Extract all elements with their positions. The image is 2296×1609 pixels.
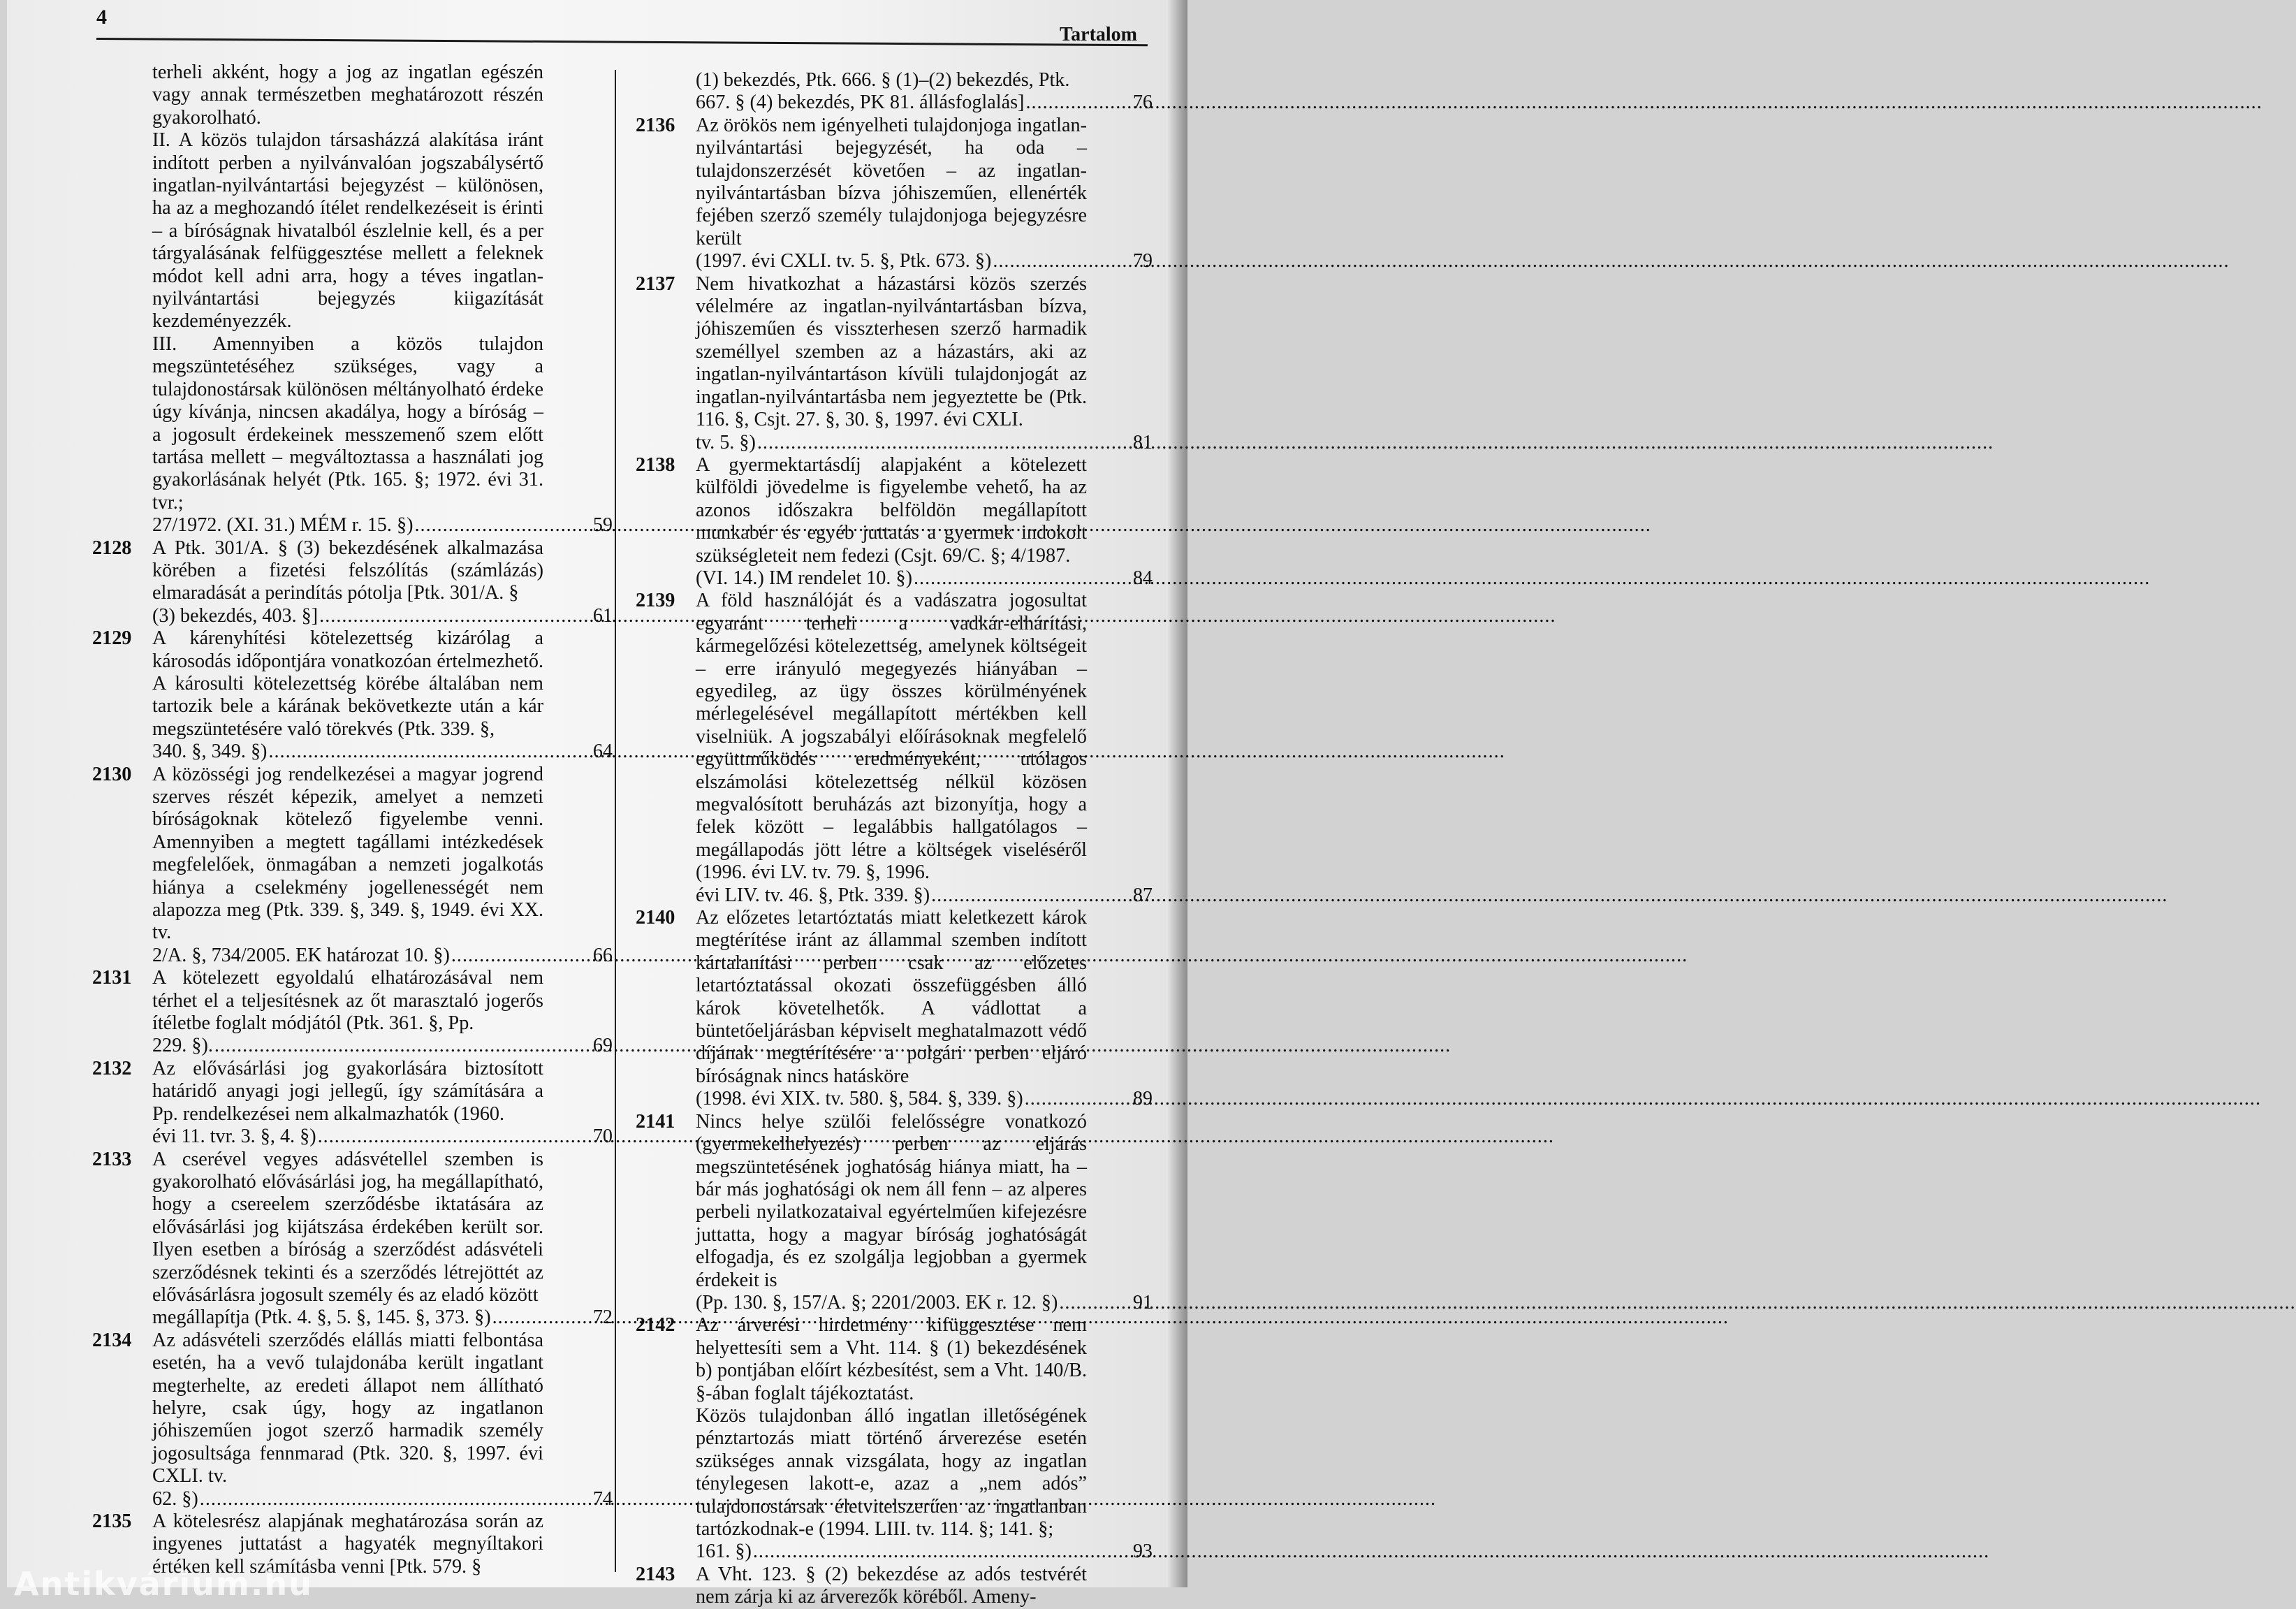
entry-text: (1) bekezdés, Ptk. 666. § (1)–(2) bekezdés, Ptk.	[696, 69, 1070, 91]
dot-leader	[1059, 1292, 2295, 1314]
entry-citation: 2/A. §, 734/2005. EK határozat 10. §)	[152, 944, 450, 966]
entry-number: 2143	[636, 1563, 675, 1585]
entry-text: A Ptk. 301/A. § (3) bekezdésének alkalmazása körében a fizetési felszólítás (számlázás) elmaradását a perindítás pótolja [Ptk. 301/A. §	[152, 537, 543, 604]
entry-page-number: 84	[1132, 567, 1153, 589]
entry-last-line	[696, 567, 1087, 590]
entry-text: A gyermektartásdíj alapjaként a kötelezett külföldi jövedelme is figyelembe vehető, ha az azonos időszakra belföldön megállapított munkabér és egyéb juttatás a gyermek indokolt szükségleteit nem fedezi (Csjt. 69/C. §; 4/1987.	[696, 453, 1087, 567]
entry-last-line	[152, 1488, 543, 1510]
entry-citation: (1997. évi CXLI. tv. 5. §, Ptk. 673. §)	[696, 250, 992, 272]
entry-body	[696, 1314, 1087, 1563]
entry-citation: évi LIV. tv. 46. §, Ptk. 339. §)	[696, 884, 930, 906]
entry-number: 2137	[636, 272, 675, 295]
toc-entry	[636, 1564, 1153, 1609]
toc-entry	[636, 115, 1153, 273]
entry-number: 2129	[92, 627, 132, 650]
header-rule	[96, 38, 1148, 46]
entry-body	[152, 1330, 543, 1510]
entry-last-line	[696, 432, 1087, 454]
entry-text: Nem hivatkozhat a házastársi közös szerzés vélelmére az ingatlan-nyilvántartásban bízva, jóhiszeműen és visszterhesen szerző harmadik személlyel szemben az a házastárs, aki az ingatlan-nyilvántartáson kívüli tulajdonjogát az ingatlan-nyilvántartásba nem jegyeztette be (Ptk. 116. §, Csjt. 27. §, 30. §, 1997. évi CXLI.	[696, 272, 1087, 431]
toc-entry	[636, 1111, 1153, 1315]
toc-entry	[92, 61, 613, 537]
entry-last-line	[152, 605, 543, 627]
entry-number: 2133	[92, 1148, 132, 1170]
toc-entry	[636, 273, 1153, 454]
entry-citation: (VI. 14.) IM rendelet 10. §)	[696, 567, 912, 589]
entry-last-line	[696, 1088, 1087, 1110]
entry-text: A kötelezett egyoldalú elhatározásával nem térhet el a teljesítésnek az őt marasztaló jogerős ítéletbe foglalt módjától (Ptk. 361. §, Pp.	[152, 967, 543, 1035]
toc-entry	[636, 69, 1153, 115]
entry-number: 2135	[92, 1510, 132, 1532]
entry-page-number: 74	[592, 1487, 613, 1510]
entry-text: A közösségi jog rendelkezései a magyar jogrend szerves részét képezik, amelyet a nemzeti bíróságoknak kötelező figyelembe venni. Amennyiben a megtett tagállami intézkedések megfelelőek, önmagában a nemzeti jogalkotás hiánya a cselekmény jogellenességét nem alapozza meg (Ptk. 339. §, 349. §, 1949. évi XX. tv.	[152, 763, 543, 944]
entry-text: A kötelesrész alapjának meghatározása során az ingyenes juttatást a hagyaték megnyíltakori értéken kell számításba venni [Ptk. 579. §	[152, 1510, 543, 1578]
entry-body	[152, 1149, 543, 1330]
entry-citation: megállapítja (Ptk. 4. §, 5. §, 145. §, 373. §)	[152, 1306, 491, 1329]
entry-number: 2139	[636, 590, 675, 612]
entry-last-line	[696, 1541, 1087, 1563]
entry-citation: évi 11. tvr. 3. §, 4. §)	[152, 1126, 316, 1148]
entry-body	[696, 907, 1087, 1111]
toc-entry	[92, 1058, 613, 1149]
entry-text: III. Amennyiben a közös tulajdon megszüntetéséhez szükséges, vagy a tulajdonostársak különösen méltányolható érdeke úgy kívánja, nincsen akadálya, hogy a bíróság – a jogosult érdekeinek messzemenő szem előtt tartása mellett – megváltoztassa a használati jog gyakorlásának helyét (Ptk. 165. §; 1972. évi 31. tvr.;	[152, 333, 543, 514]
entry-text: Az árverési hirdetmény kifüggesztése nem helyettesíti sem a Vht. 114. § (1) bekezdésének b) pontjában előírt kézbesítést, sem a Vht. 140/B. §-ában foglalt tájékoztatást.	[696, 1314, 1087, 1404]
entry-body	[152, 967, 543, 1058]
entry-number: 2138	[636, 453, 675, 476]
dot-leader	[931, 884, 2167, 907]
entry-page-number: 66	[592, 944, 613, 966]
entry-number: 2142	[636, 1314, 675, 1337]
entry-page-number: 79	[1132, 250, 1153, 272]
toc-entry	[92, 1330, 613, 1510]
entry-text: A föld használóját és a vadászatra jogosultat egyaránt terheli a vadkár-elhárítási, kármegelőzési kötelezettség, amelynek költségeit – erre irányuló megegyezés hiányában – egyedileg, az ügy összes körülményének mérlegelésével megállapított mértékben kell viselniük. A jogszabályi előírásoknak megfelelő együttműködés eredményeként, utólagos elszámolási kötelezettség nélkül közösen megvalósított beruházás azt bizonyítja, hogy a felek között – legalábbis hallgatólagos – megállapodás jött létre a költségek viseléséről (1996. évi LV. tv. 79. §, 1996.	[696, 590, 1087, 884]
column-divider	[615, 70, 616, 1572]
toc-entry	[92, 537, 613, 628]
page-number: 4	[96, 6, 107, 29]
entry-text: Az adásvételi szerződés elállás miatti felbontása esetén, ha a vevő tulajdonába került ingatlant megterhelte, az eredeti állapot nem állítható helyre, csak úgy, hogy az ingatlanon jóhiszeműen jogot szerző harmadik személy jogosultsága fennmarad (Ptk. 320. §, 1997. évi CXLI. tv.	[152, 1329, 543, 1487]
entry-citation: tv. 5. §)	[696, 431, 756, 453]
dot-leader	[993, 250, 2229, 272]
entry-number: 2130	[92, 763, 132, 785]
dot-leader	[1025, 92, 2262, 114]
watermark: Antikvárium.hu	[14, 1565, 313, 1603]
book-page	[7, 0, 1187, 1608]
entry-body	[152, 1058, 543, 1149]
entry-page-number: 69	[592, 1035, 613, 1057]
entry-number: 2131	[92, 967, 132, 989]
entry-page-number: 61	[592, 604, 613, 627]
entry-citation: 27/1972. (XI. 31.) MÉM r. 15. §)	[152, 514, 414, 537]
entry-body	[696, 1111, 1087, 1315]
entry-last-line	[152, 1306, 543, 1329]
entry-page-number: 59	[592, 514, 613, 537]
entry-page-number: 72	[592, 1306, 613, 1329]
toc-entry	[92, 627, 613, 763]
entry-page-number: 64	[592, 741, 613, 763]
left-column	[92, 61, 613, 1578]
entry-text: terheli akként, hogy a jog az ingatlan egészén vagy annak természetben meghatározott részén gyakorolható.	[152, 61, 543, 129]
entry-body	[152, 764, 543, 968]
entry-number: 2141	[636, 1110, 675, 1133]
entry-text: II. A közös tulajdon társasházzá alakítása iránt indított perben a nyilvánvalóan jogszabálysértő ingatlan-nyilvántartási bejegyzést – különösen, ha az a meghozandó ítélet rendelkezéseit is érinti – a bíróságnak hivatalból észlelnie kell, és a per tárgyalásának felfüggesztése mellett a feleknek módot kell adni arra, hogy a téves ingatlan-nyilvántartási bejegyzés kiigazítását kezdeményezzék.	[152, 129, 543, 333]
entry-last-line	[696, 250, 1087, 272]
entry-number: 2128	[92, 537, 132, 559]
toc-entry	[636, 1314, 1153, 1563]
entry-citation: 340. §, 349. §)	[152, 741, 268, 763]
entry-body	[696, 1564, 1087, 1609]
entry-page-number: 70	[592, 1126, 613, 1148]
entry-citation: (Pp. 130. §, 157/A. §; 2201/2003. EK r. 12. §)	[696, 1291, 1058, 1313]
entry-text: A Vht. 123. § (2) bekezdése az adós testvérét nem zárja ki az árverezők köréből. Ameny-	[696, 1563, 1087, 1608]
entry-text: Az előzetes letartóztatás miatt keletkezett károk megtérítése iránt az állammal szemben indított kártalanítási perben csak az előzetes letartóztatással okozati összefüggésben álló károk követelhetők. A vádlottat a büntetőeljárásban képviselt meghatalmazott védő díjának megtérítésére a polgári perben eljáró bíróságnak nincs hatásköre	[696, 907, 1087, 1087]
toc-entry	[636, 454, 1153, 590]
entry-page-number: 91	[1132, 1291, 1153, 1313]
entry-body	[696, 69, 1087, 115]
entry-last-line	[152, 741, 543, 763]
toc-entry	[92, 764, 613, 968]
dot-leader	[757, 432, 1994, 454]
entry-body	[152, 537, 543, 628]
entry-text: A kárenyhítési kötelezettség kizárólag a károsodás időpontjára vonatkozóan értelmezhető. A károsulti kötelezettség körébe általában nem tartozik bele a kárának bekövetkezte után a kár megszüntetésére való törekvés (Ptk. 339. §,	[152, 627, 543, 740]
entry-last-line	[152, 945, 543, 967]
entry-body	[696, 590, 1087, 907]
running-head: Tartalom	[1060, 24, 1137, 45]
page-edge-shadow	[1167, 0, 1187, 1587]
entry-number: 2140	[636, 907, 675, 929]
dot-leader	[753, 1541, 1989, 1563]
entry-citation: (3) bekezdés, 403. §]	[152, 604, 319, 627]
entry-text: Az örökös nem igényelheti tulajdonjoga ingatlan-nyilvántartási bejegyzését, ha oda – tulajdonszerzését követően – az ingatlan-nyilvántartásban bízva jóhiszeműen, ellenérték fejében szerző személy tulajdonjoga bejegyzésre került	[696, 114, 1087, 249]
entry-last-line	[696, 1292, 1087, 1314]
entry-page-number: 89	[1132, 1088, 1153, 1110]
dot-leader	[1025, 1088, 2261, 1110]
toc-entry	[636, 590, 1153, 907]
entry-text: Közös tulajdonban álló ingatlan illetőségének pénztartozás miatt történő árverezése esetén szükséges annak vizsgálata, hogy az ingatlan ténylegesen lakott-e, azaz a „nem adós” tulajdonostársak életvitelszerűen az ingatlanban tartózkodnak-e (1994. LIII. tv. 114. §; 141. §;	[696, 1404, 1087, 1540]
toc-entry	[92, 1149, 613, 1330]
entry-number: 2136	[636, 114, 675, 136]
entry-last-line	[696, 92, 1087, 114]
entry-page-number: 87	[1132, 884, 1153, 906]
entry-page-number: 81	[1132, 431, 1153, 453]
entry-text: A cserével vegyes adásvétellel szemben is gyakorolható elővásárlási jog, ha megállapítható, hogy a csereelem szerződésbe iktatására az elővásárlási jog kijátszása érdekében került sor. Ilyen esetben a bíróság a szerződést adásvételi szerződésnek tekinti és a szerződés létrejöttét az elővásárlásra jogosult személy és az eladó között	[152, 1148, 543, 1306]
entry-last-line	[152, 1126, 543, 1148]
entry-citation: 229. §).	[152, 1035, 213, 1057]
entry-body	[696, 115, 1087, 273]
entry-body	[152, 61, 543, 537]
toc-entry	[636, 907, 1153, 1111]
entry-citation: 161. §)	[696, 1541, 752, 1563]
entry-citation: (1998. évi XIX. tv. 580. §, 584. §, 339. §)	[696, 1088, 1023, 1110]
entry-citation: 62. §)	[152, 1487, 198, 1510]
entry-number: 2134	[92, 1329, 132, 1351]
entry-body	[152, 627, 543, 763]
dot-leader	[914, 567, 2150, 590]
entry-last-line	[152, 514, 543, 537]
toc-entry	[92, 967, 613, 1058]
right-column	[636, 69, 1153, 1609]
entry-number: 2132	[92, 1057, 132, 1079]
entry-page-number: 93	[1132, 1541, 1153, 1563]
entry-last-line	[696, 884, 1087, 907]
entry-body	[696, 273, 1087, 454]
entry-last-line	[152, 1035, 543, 1057]
entry-text: Az elővásárlási jog gyakorlására biztosított határidő anyagi jogi jellegű, így számítására a Pp. rendelkezései nem alkalmazhatók (1960.	[152, 1057, 543, 1125]
entry-body	[696, 454, 1087, 590]
entry-page-number: 76	[1132, 92, 1153, 114]
entry-text: Nincs helye szülői felelősségre vonatkozó (gyermekelhelyezés) perben az eljárás megszüntetésének joghatóság hiánya miatt, ha – bár más joghatósági ok nem áll fenn – az alperes perbeli nyilatkozataival egyértelműen kifejezésre juttatta, hogy a magyar bíróság joghatóságát elfogadja, és ez szolgálja legjobban a gyermek érdekeit is	[696, 1110, 1087, 1291]
entry-citation: 667. § (4) bekezdés, PK 81. állásfoglalás]	[696, 92, 1025, 114]
